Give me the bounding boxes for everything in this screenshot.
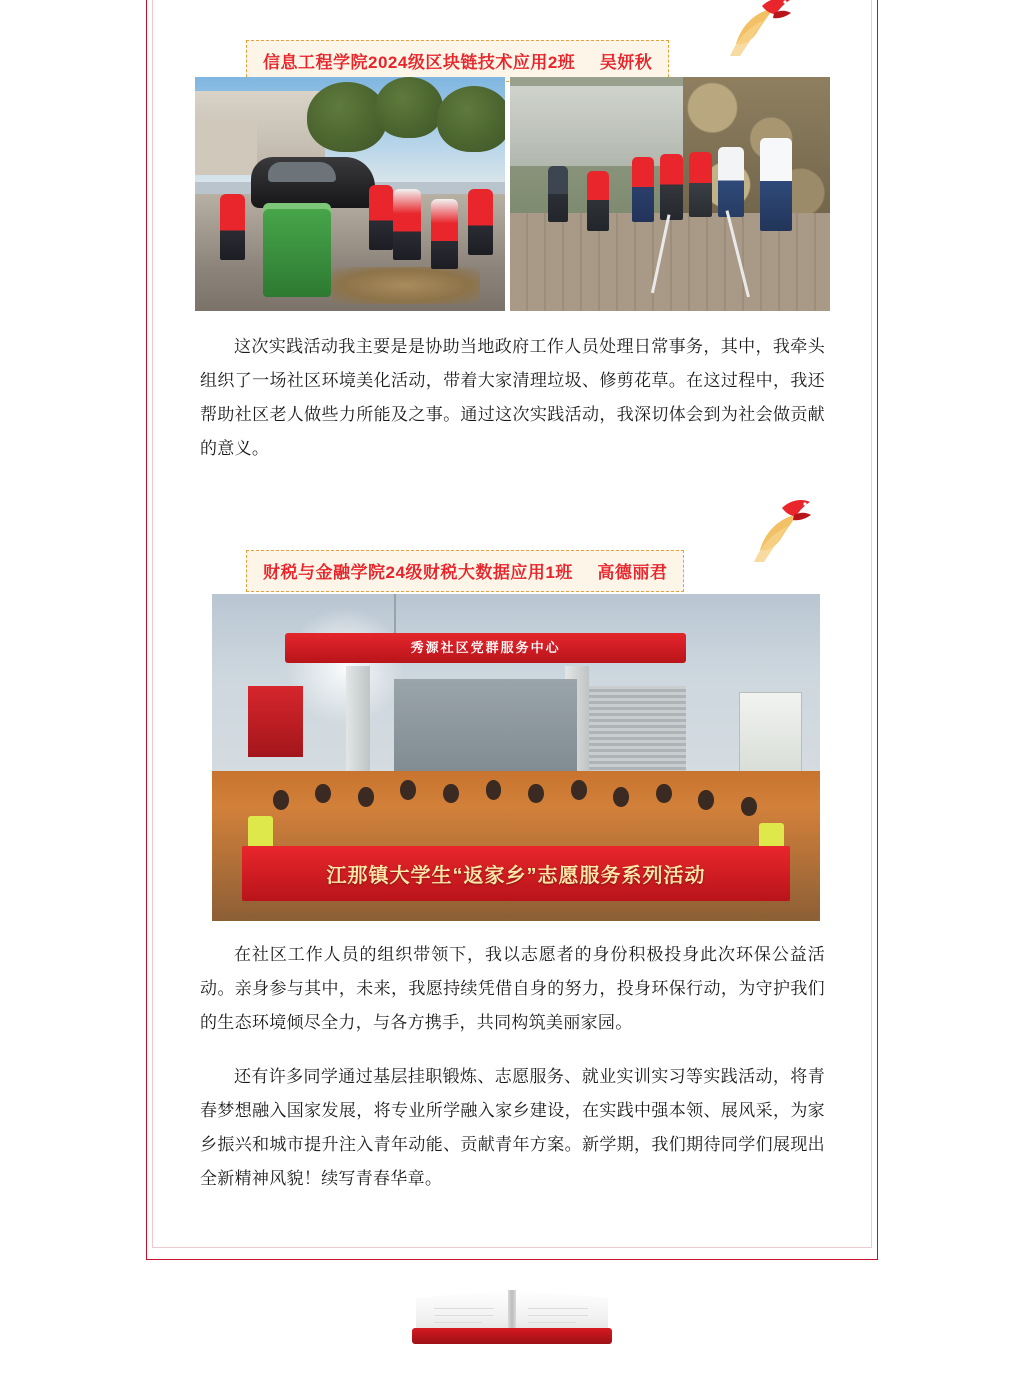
volunteer-foreground (760, 138, 792, 232)
event-banner: 江那镇大学生“返家乡”志愿服务系列活动 (242, 846, 789, 902)
participant (528, 784, 544, 804)
book-text-line (528, 1308, 588, 1309)
volunteer (220, 194, 245, 260)
participant (741, 797, 757, 817)
tree (375, 77, 443, 138)
section-2-banner-left: 财税与金融学院24级财税大数据应用1班 (263, 563, 573, 582)
section-1-paragraph: 这次实践活动我主要是是协助当地政府工作人员处理日常事务，其中，我牵头组织了一场社区环境美化活动，带着大家清理垃圾、修剪花草。在这过程中，我还帮助社区老人做些力所能及之事。通过这次实践活动，我深切体会到为社会做贡献的意义。 (200, 337, 825, 458)
volunteer (632, 157, 654, 223)
section-1-banner (246, 40, 669, 82)
book-text-line (434, 1322, 482, 1323)
person (548, 166, 567, 222)
participant (571, 780, 587, 800)
section-2-banner-right: 高德丽君 (597, 563, 668, 582)
poster-right (739, 692, 802, 779)
closing-paragraph: 还有许多同学通过基层挂职锻炼、志愿服务、就业实训实习等实践活动，将青春梦想融入国家发展，将专业所学融入家乡建设，在实践中强本领、展风采，为家乡振兴和城市提升注入青年动能、贡献青年方案。新学期，我们期待同学们展现出全新精神风貌！续写青春华章。 (200, 1067, 825, 1188)
poster-left (248, 686, 303, 758)
participant (613, 787, 629, 807)
participant (358, 787, 374, 807)
volunteer (718, 147, 744, 217)
book-text-line (528, 1322, 576, 1323)
book-text-line (434, 1315, 494, 1316)
street-cleanup-photo (195, 77, 505, 311)
green-trash-bin (263, 203, 331, 297)
rolling-shutter (589, 686, 686, 778)
volunteer (587, 171, 609, 232)
wall-sweeping-photo (510, 77, 830, 311)
volunteer (468, 189, 493, 255)
participant (656, 784, 672, 804)
section-1-banner-left: 信息工程学院2024级区块链技术应用2班 (263, 53, 576, 72)
tree (437, 86, 505, 152)
fallen-leaves (331, 267, 480, 304)
building-secondary (195, 119, 257, 175)
building-sign: 秀源社区党群服务中心 (285, 633, 686, 662)
volunteer-vest (248, 816, 272, 849)
community-group-photo (212, 594, 820, 921)
entrance-door (394, 679, 576, 784)
volunteer (660, 154, 682, 220)
section-2-banner (246, 550, 684, 592)
participant (443, 784, 459, 804)
participant (698, 790, 714, 810)
volunteer (369, 185, 394, 251)
open-book-illustration (416, 1290, 608, 1348)
section-1-banner-right: 吴妍秋 (599, 53, 653, 72)
participant (273, 790, 289, 810)
section-2-paragraph: 在社区工作人员的组织带领下，我以志愿者的身份积极投身此次环保公益活动。亲身参与其中，未来，我愿持续凭借自身的努力，投身环保行动，为守护我们的生态环境倾尽全力，与各方携手，共同构筑美丽家园。 (200, 945, 825, 1032)
volunteer (393, 189, 421, 259)
book-cover (412, 1328, 612, 1344)
book-text-line (528, 1315, 588, 1316)
parked-car (251, 157, 375, 208)
book-text-line (434, 1308, 494, 1309)
volunteer (431, 199, 459, 269)
volunteer (689, 152, 711, 218)
